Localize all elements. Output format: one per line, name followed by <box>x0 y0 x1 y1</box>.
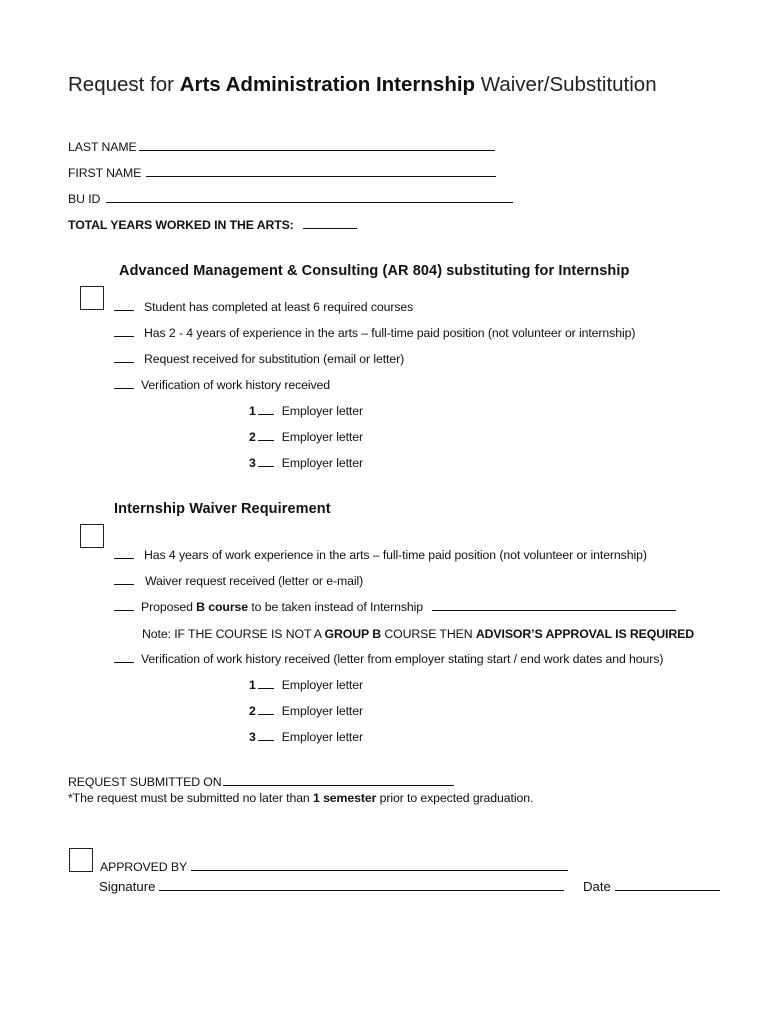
signature-label: Signature <box>99 879 156 894</box>
letter-blank[interactable] <box>258 405 274 415</box>
submission-note <box>68 791 533 805</box>
first-name-line[interactable] <box>146 167 496 177</box>
last-name-label: LAST NAME <box>68 140 137 154</box>
last-name-line[interactable] <box>139 141 495 151</box>
note-bold2: ADVISOR’S APPROVAL IS REQUIRED <box>475 627 694 641</box>
section2-note <box>142 627 694 641</box>
note-text-post: prior to expected graduation. <box>379 791 534 805</box>
bu-id-label: BU ID <box>68 192 101 206</box>
checklist-blank[interactable] <box>114 353 134 363</box>
submitted-on-label: REQUEST SUBMITTED ON <box>68 775 222 789</box>
section2-verification[interactable] <box>114 652 663 666</box>
signature-field[interactable] <box>99 879 564 894</box>
letter-label: Employer letter <box>281 430 363 444</box>
item-text: Request received for substitution (email or letter) <box>144 352 405 366</box>
approved-by-line[interactable] <box>191 861 568 871</box>
section2-proposed[interactable] <box>114 600 676 614</box>
letter-label: Employer letter <box>281 678 363 692</box>
checklist-blank[interactable] <box>114 301 134 311</box>
section2-item-1[interactable] <box>114 548 647 562</box>
section2-letter-2[interactable] <box>249 704 363 718</box>
checklist-blank[interactable] <box>114 653 134 663</box>
letter-label: Employer letter <box>281 730 363 744</box>
section1-checkbox[interactable] <box>80 286 104 310</box>
letter-blank[interactable] <box>258 731 274 741</box>
item-text: Has 2 - 4 years of experience in the arts – full-time paid position (not volunteer or internship) <box>144 326 636 340</box>
checklist-blank[interactable] <box>114 549 134 559</box>
proposed-post: to be taken instead of Internship <box>251 600 424 614</box>
letter-blank[interactable] <box>258 457 274 467</box>
note-pre: Note: IF THE COURSE IS NOT A <box>142 627 322 641</box>
note-mid: COURSE THEN <box>384 627 473 641</box>
section1-item-3[interactable] <box>114 352 404 366</box>
section1-letter-1[interactable] <box>249 404 363 418</box>
first-name-label: FIRST NAME <box>68 166 142 180</box>
letter-number: 2 <box>249 430 256 444</box>
section1-heading: Advanced Management & Consulting (AR 804) substituting for Internship <box>119 263 630 279</box>
total-years-field[interactable] <box>68 218 357 232</box>
item-text: Verification of work history received <box>141 378 331 392</box>
checklist-blank[interactable] <box>114 601 134 611</box>
checklist-blank[interactable] <box>114 379 134 389</box>
signature-line[interactable] <box>159 881 564 891</box>
proposed-course-line[interactable] <box>432 601 676 611</box>
bu-id-field[interactable] <box>68 192 513 206</box>
checklist-blank[interactable] <box>114 575 134 585</box>
proposed-bold: B course <box>196 600 248 614</box>
date-field[interactable] <box>583 879 720 894</box>
item-text: Student has completed at least 6 required courses <box>144 300 414 314</box>
letter-blank[interactable] <box>258 705 274 715</box>
letter-number: 1 <box>249 678 256 692</box>
note-bold1: GROUP B <box>324 627 381 641</box>
letter-blank[interactable] <box>258 431 274 441</box>
total-years-label: TOTAL YEARS WORKED IN THE ARTS: <box>68 218 294 232</box>
proposed-pre: Proposed <box>141 600 193 614</box>
section1-letter-3[interactable] <box>249 456 363 470</box>
title-prefix: Request for <box>68 73 174 96</box>
date-label: Date <box>583 879 611 894</box>
letter-number: 2 <box>249 704 256 718</box>
last-name-field[interactable] <box>68 140 495 154</box>
item-text: Waiver request received (letter or e-mail) <box>145 574 364 588</box>
bu-id-line[interactable] <box>106 193 513 203</box>
checklist-blank[interactable] <box>114 327 134 337</box>
total-years-line[interactable] <box>303 219 357 229</box>
section2-checkbox[interactable] <box>80 524 104 548</box>
title-suffix: Waiver/Substitution <box>480 73 657 96</box>
section1-item-2[interactable] <box>114 326 635 340</box>
letter-label: Employer letter <box>281 456 363 470</box>
letter-blank[interactable] <box>258 679 274 689</box>
first-name-field[interactable] <box>68 166 496 180</box>
date-line[interactable] <box>615 881 720 891</box>
letter-number: 3 <box>249 730 256 744</box>
approved-by-label: APPROVED BY <box>100 860 188 874</box>
title-bold: Arts Administration Internship <box>179 73 476 96</box>
section2-letter-1[interactable] <box>249 678 363 692</box>
section2-letter-3[interactable] <box>249 730 363 744</box>
section1-item-4[interactable] <box>114 378 330 392</box>
approved-checkbox[interactable] <box>69 848 93 872</box>
letter-number: 3 <box>249 456 256 470</box>
letter-number: 1 <box>249 404 256 418</box>
submitted-on-field[interactable] <box>68 775 454 789</box>
submitted-on-line[interactable] <box>223 776 454 786</box>
page-title <box>68 73 657 97</box>
item-text: Has 4 years of work experience in the arts – full-time paid position (not volunteer or internship) <box>144 548 647 562</box>
note-text-bold: 1 semester <box>313 791 377 805</box>
note-text-pre: *The request must be submitted no later than <box>68 791 310 805</box>
section1-letter-2[interactable] <box>249 430 363 444</box>
approved-by-field[interactable] <box>100 860 568 874</box>
letter-label: Employer letter <box>281 404 363 418</box>
section2-item-2[interactable] <box>114 574 363 588</box>
section1-item-1[interactable] <box>114 300 413 314</box>
item-text: Verification of work history received (letter from employer stating start / end work dates and hours) <box>141 652 664 666</box>
section2-heading: Internship Waiver Requirement <box>114 501 331 517</box>
letter-label: Employer letter <box>281 704 363 718</box>
